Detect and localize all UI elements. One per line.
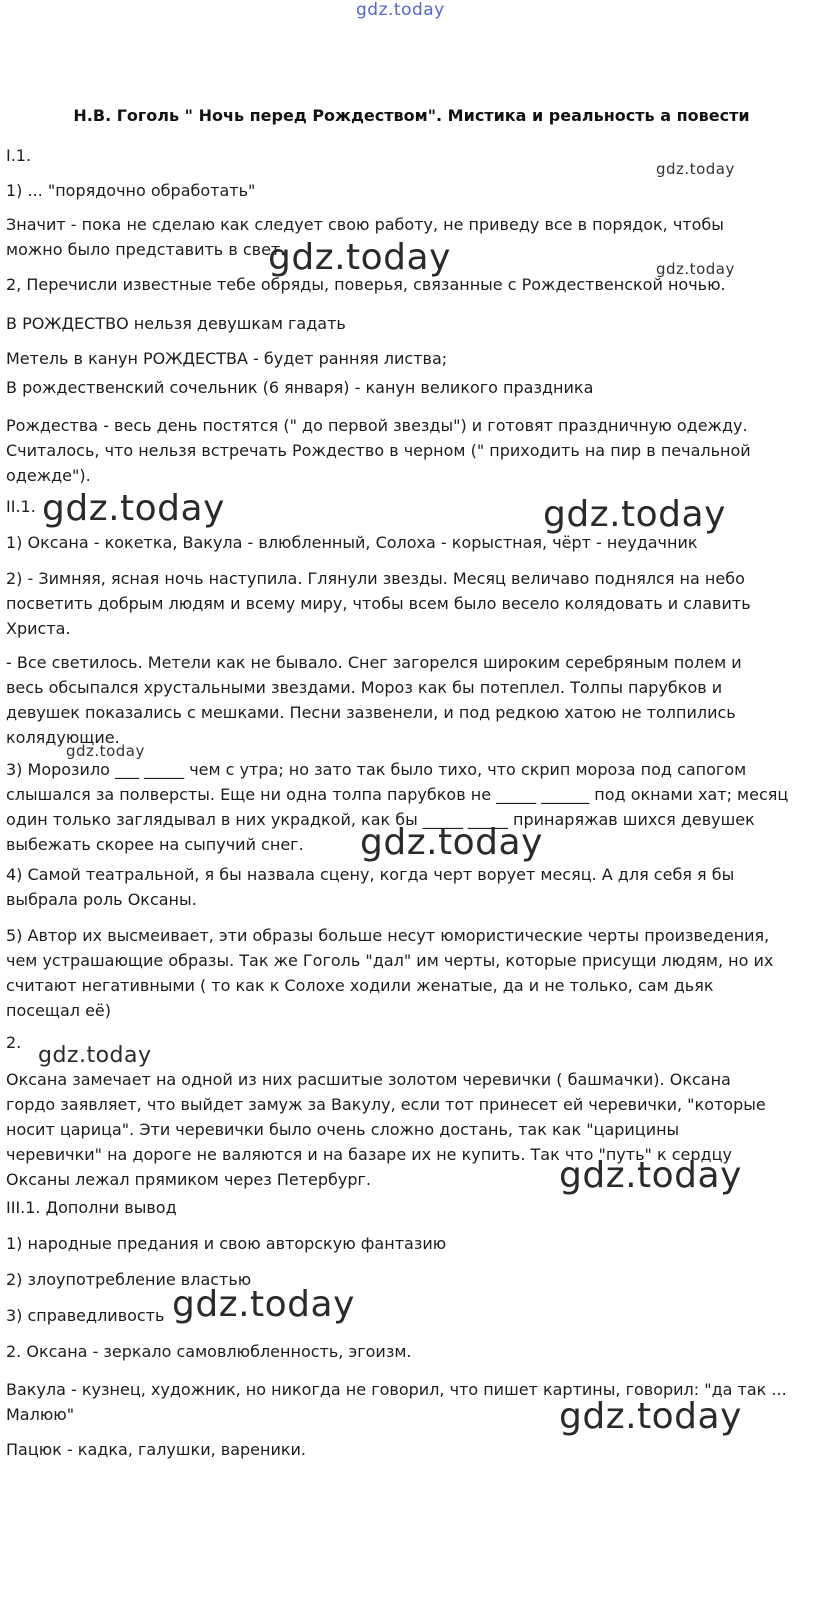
paragraph: Значит - пока не сделаю как следует свою работу, не приведу все в порядок, чтобы можно было представить в свет. xyxy=(6,215,724,259)
watermark: gdz.today xyxy=(268,237,451,278)
watermark: gdz.today xyxy=(543,494,726,535)
paragraph: 1) ... "порядочно обработать" xyxy=(6,181,256,200)
paragraph: 4) Самой театральной, я бы назвала сцену, когда черт ворует месяц. А для себя я бы выбрала роль Оксаны. xyxy=(6,865,735,909)
paragraph: 2) злоупотребление властью xyxy=(6,1270,252,1289)
paragraph: Рождества - весь день постятся (" до первой звезды") и готовят праздничную одежду. Считалось, что нельзя встречать Рождество в черном (" приходить на пир в печальной одежде"). xyxy=(6,416,751,485)
watermark: gdz.today xyxy=(172,1284,355,1325)
paragraph: 2) - Зимняя, ясная ночь наступила. Глянули звезды. Месяц величаво поднялся на небо посветить добрым людям и всему миру, чтобы всем было весело колядовать и славить Христа. xyxy=(6,569,751,638)
section-heading: 2. xyxy=(6,1033,22,1052)
watermark: gdz.today xyxy=(42,488,225,529)
paragraph: В РОЖДЕСТВО нельзя девушкам гадать xyxy=(6,314,346,333)
paragraph: В рождественский сочельник (6 января) - канун великого праздника xyxy=(6,378,594,397)
watermark: gdz.today xyxy=(38,1043,152,1068)
paragraph: 1) Оксана - кокетка, Вакула - влюбленный, Солоха - корыстная, чёрт - неудачник xyxy=(6,533,698,552)
paragraph: 3) Морозило ___ _____ чем с утра; но зато так было тихо, что скрип мороза под сапогом слышался за полверсты. Еще ни одна толпа парубков не _____ ______ под окнами хат; месяц один только заглядывал в них украдкой, как бы _____ _____ принаряжав шихся девушек выбежать скорее на сыпучий снег. xyxy=(6,760,789,854)
paragraph: 1) народные предания и свою авторскую фантазию xyxy=(6,1234,447,1253)
paragraph: - Все светилось. Метели как не бывало. Снег загорелся широким серебряным полем и весь обсыпался хрустальными звездами. Мороз как бы потеплел. Толпы парубков и девушек показались с мешками. Песни зазвенели, и под редкою хатою не толпились колядующие. xyxy=(6,653,742,747)
paragraph: Пацюк - кадка, галушки, вареники. xyxy=(6,1440,306,1459)
paragraph: Оксана замечает на одной из них расшитые золотом черевички ( башмачки). Оксана гордо заявляет, что выйдет замуж за Вакулу, если тот принесет ей черевички, "которые носит царица". Эти черевички было очень сложно достань, так как "царицины черевички" на дороге не валяются и на базаре их не купить. Так что "путь" к сердцу Оксаны лежал прямиком через Петербург. xyxy=(6,1070,766,1189)
paragraph: Вакула - кузнец, художник, но никогда не говорил, что пишет картины, говорил: "да так ... Малюю" xyxy=(6,1380,787,1424)
section-heading: I.1. xyxy=(6,146,32,165)
watermark: gdz.today xyxy=(656,160,735,178)
watermark: gdz.today xyxy=(66,742,145,760)
paragraph: 3) справедливость xyxy=(6,1306,165,1325)
section-heading: II.1. xyxy=(6,497,36,516)
paragraph: Метель в канун РОЖДЕСТВА - будет ранняя листва; xyxy=(6,349,448,368)
watermark: gdz.today xyxy=(559,1396,742,1437)
watermark: gdz.today xyxy=(656,260,735,278)
paragraph: 2, Перечисли известные тебе обряды, поверья, связанные с Рождественской ночью. xyxy=(6,275,726,294)
section-heading: III.1. Дополни вывод xyxy=(6,1198,177,1217)
document-title: Н.В. Гоголь " Ночь перед Рождеством". Мистика и реальность а повести xyxy=(73,106,750,125)
watermark: gdz.today xyxy=(360,822,543,863)
header-watermark: gdz.today xyxy=(356,0,445,20)
paragraph: 5) Автор их высмеивает, эти образы больше несут юмористические черты произведения, чем устрашающие образы. Так же Гоголь "дал" им черты, которые присущи людям, но их считают негативными ( то как к Солохе ходили женатые, да и не только, сам дьяк посещал её) xyxy=(6,926,774,1020)
paragraph: 2. Оксана - зеркало самовлюбленность, эгоизм. xyxy=(6,1342,412,1361)
watermark: gdz.today xyxy=(559,1155,742,1196)
